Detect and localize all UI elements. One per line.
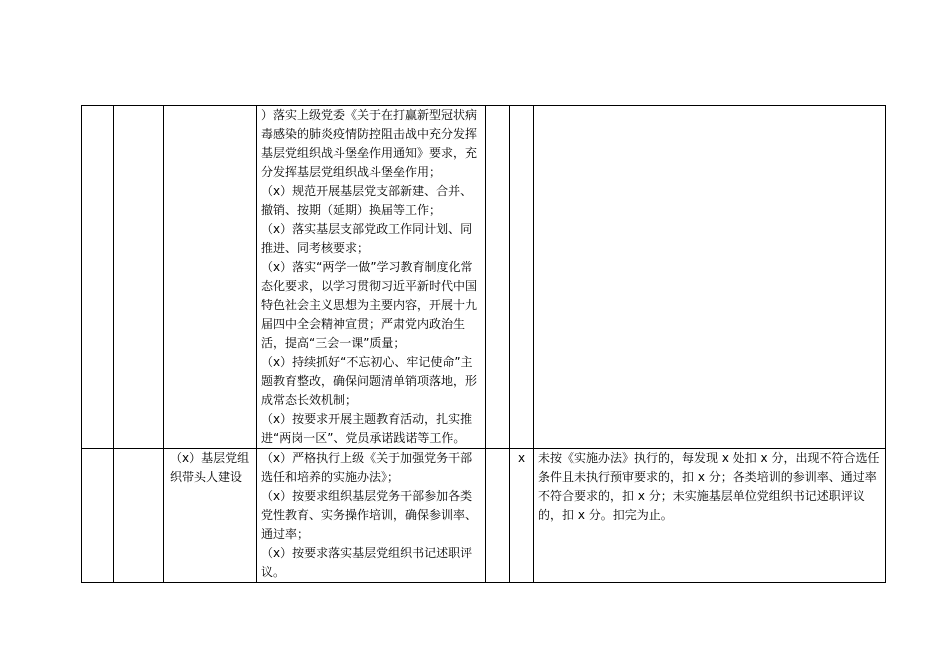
deduction-cell — [534, 106, 886, 449]
content-cell — [257, 449, 486, 583]
table-row — [82, 106, 886, 449]
content-paragraph: （x）严格执行上级《关于加强党务干部选任和培养的实施办法》； — [261, 451, 473, 484]
table-row — [82, 449, 886, 583]
score-cell: x — [510, 449, 534, 583]
deduction-cell: 未按《实施办法》执行的，每发现 x 处扣 x 分，出现不符合选任条件且未执行预审要求的，扣 x 分；各类培训的参训率、通过率不符合要求的，扣 x 分；未实施基层单位党组织书记述职评议的，扣 x 分。扣完为止。 — [534, 449, 886, 583]
content-paragraph: （x）持续抓好“不忘初心、牢记使命”主题教育整改，确保问题清单销项落地，形成常态长效机制； — [261, 355, 478, 407]
content-paragraph: （x）落实“两学一做”学习教育制度化常态化要求，以学习贯彻习近平新时代中国特色社会主义思想为主要内容，开展十九届四中全会精神宣贯；严肃党内政治生活，提高“三会一课”质量； — [261, 260, 478, 350]
item-cell: （x）基层党组织带头人建设 — [164, 449, 257, 583]
content-paragraph: ）落实上级党委《关于在打赢新型冠状病毒感染的肺炎疫情防控阻击战中充分发挥基层党组织战斗堡垒作用通知》要求，充分发挥基层党组织战斗堡垒作用； — [261, 108, 478, 179]
blank-cell — [486, 449, 510, 583]
blank-cell — [486, 106, 510, 449]
content-paragraph: （x）按要求组织基层党务干部参加各类党性教育、实务操作培训，确保参训率、通过率； — [261, 489, 478, 541]
content-cell — [257, 106, 486, 449]
content-paragraph: （x）按要求开展主题教育活动，扎实推进“两岗一区”、党员承诺践诺等工作。 — [261, 412, 473, 445]
item-cell — [164, 106, 257, 449]
content-paragraph: （x）规范开展基层党支部新建、合并、撤销、按期（延期）换届等工作； — [261, 184, 473, 217]
category-cell — [82, 449, 114, 583]
content-paragraph: （x）按要求落实基层党组织书记述职评议。 — [261, 546, 473, 579]
subcategory-cell — [114, 449, 164, 583]
score-cell — [510, 106, 534, 449]
category-cell — [82, 106, 114, 449]
subcategory-cell — [114, 106, 164, 449]
content-paragraph: （x）落实基层支部党政工作同计划、同推进、同考核要求； — [261, 222, 473, 255]
evaluation-table — [81, 105, 886, 583]
